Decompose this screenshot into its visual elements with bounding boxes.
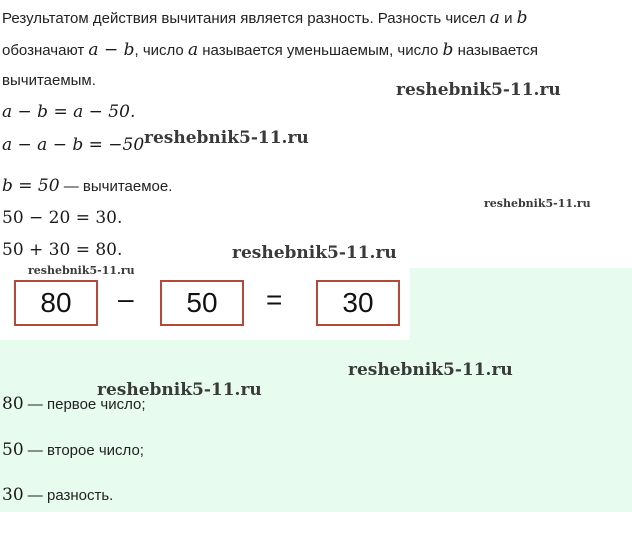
explanation-2 bbox=[2, 440, 144, 460]
minus-sign: – bbox=[118, 283, 134, 314]
equation-2: a − a − b = −50 bbox=[2, 135, 145, 155]
and-text: и bbox=[499, 10, 517, 27]
intro-text: обозначают bbox=[2, 42, 89, 59]
explanation-3 bbox=[2, 485, 113, 505]
explanation-text: — первое число; bbox=[23, 396, 146, 413]
watermark: reshebnik5-11.ru bbox=[232, 243, 397, 263]
equation-3-math: b = 50 bbox=[2, 176, 60, 196]
difference-expression: a − b bbox=[88, 40, 135, 60]
var-a: a bbox=[187, 40, 199, 60]
watermark: reshebnik5-11.ru bbox=[28, 264, 135, 277]
subtrahend-box: 50 bbox=[160, 280, 244, 326]
equals-sign: = bbox=[266, 284, 283, 315]
watermark: reshebnik5-11.ru bbox=[348, 360, 513, 380]
var-a: a bbox=[489, 8, 500, 28]
explanation-text: — разность. bbox=[23, 487, 114, 504]
var-b: b bbox=[516, 8, 528, 28]
intro-text: называется уменьшаемым, число bbox=[198, 42, 443, 59]
equation-5: 50 + 30 = 80. bbox=[2, 240, 123, 260]
intro-text: , число bbox=[134, 42, 188, 59]
explanation-number: 30 bbox=[2, 485, 24, 505]
equation-3-text: — вычитаемое. bbox=[59, 178, 173, 195]
explanation-text: — второе число; bbox=[23, 442, 144, 459]
intro-text: Результатом действия вычитания является разность. Разность чисел bbox=[2, 10, 490, 27]
equation-3 bbox=[2, 176, 172, 196]
watermark: reshebnik5-11.ru bbox=[484, 197, 591, 210]
intro-text: называется bbox=[453, 42, 539, 59]
equation-4: 50 − 20 = 30. bbox=[2, 208, 123, 228]
equation-1: a − b = a − 50. bbox=[2, 102, 136, 122]
var-b: b bbox=[442, 40, 454, 60]
intro-line-3: вычитаемым. bbox=[2, 72, 96, 89]
intro-line-2 bbox=[2, 40, 538, 60]
watermark: reshebnik5-11.ru bbox=[144, 128, 309, 148]
watermark: reshebnik5-11.ru bbox=[97, 380, 262, 400]
explanation-number: 80 bbox=[2, 394, 24, 414]
watermark: reshebnik5-11.ru bbox=[396, 80, 561, 100]
explanation-number: 50 bbox=[2, 440, 24, 460]
minuend-box: 80 bbox=[14, 280, 98, 326]
difference-box: 30 bbox=[316, 280, 400, 326]
intro-line-1 bbox=[2, 8, 528, 28]
